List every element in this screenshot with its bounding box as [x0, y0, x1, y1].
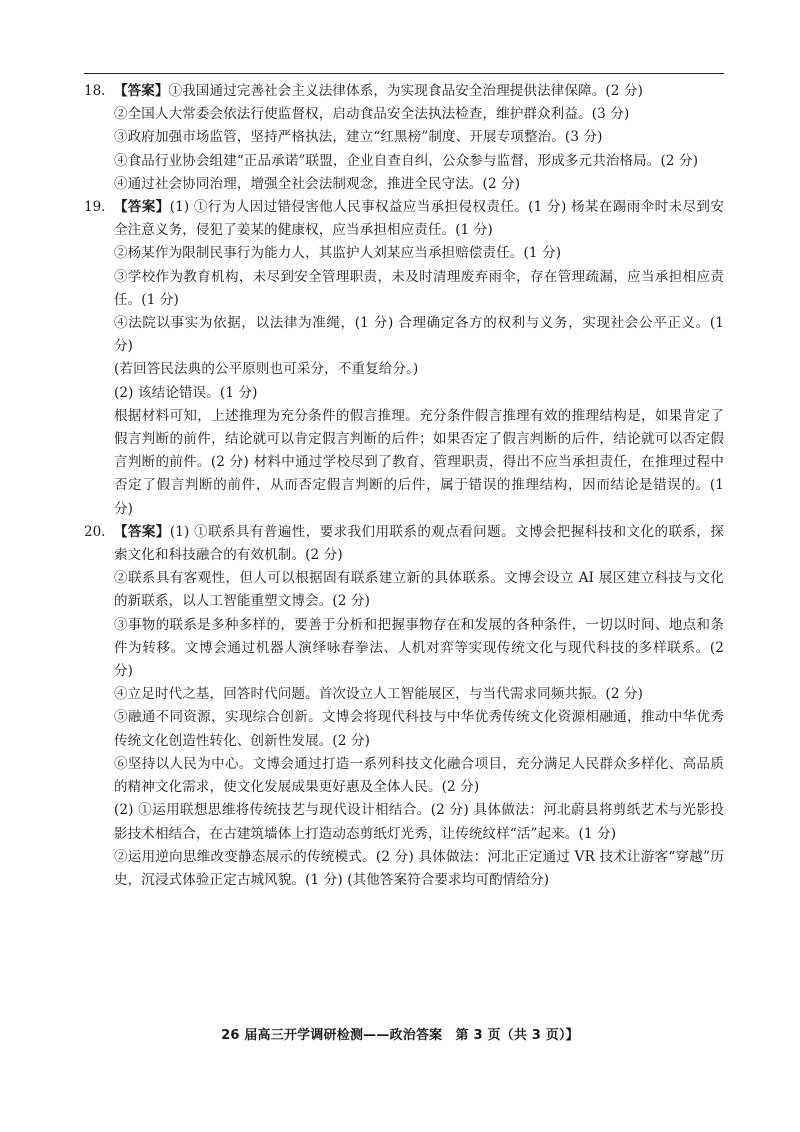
- question-18: [84, 80, 724, 196]
- answer-text: ②运用逆向思维改变静态展示的传统模式。(2 分) 具体做法：河北正定通过 VR 技术让游客“穿越”历史，沉浸式体验正定古城风貌。(1 分) (其他答案符合要求均可酌情给分): [114, 848, 724, 888]
- answer-text: ③事物的联系是多种多样的，要善于分析和把握事物存在和发展的各种条件，一切以时间、地点和条件为转移。文博会通过机器人演绎咏春拳法、人机对弈等实现传统文化与现代科技的多样联系。(2 分): [114, 616, 724, 680]
- answer-text: ③政府加强市场监管，坚持严格执法，建立“红黑榜”制度、开展专项整治。(3 分): [114, 129, 603, 146]
- question-number: 20.: [84, 523, 106, 540]
- answer-text: (2) ①运用联想思维将传统技艺与现代设计相结合。(2 分) 具体做法：河北蔚县将剪纸艺术与光影投影技术相结合，在古建筑墙体上打造动态剪纸灯光秀，让传统纹样“活”起来。(1 分): [114, 802, 724, 842]
- answer-line: [114, 521, 724, 567]
- answer-tag: 【答案】: [114, 523, 170, 540]
- answer-line: [114, 683, 724, 706]
- answer-line: [114, 150, 724, 173]
- question-20: [84, 521, 724, 892]
- answer-content: [84, 80, 724, 892]
- page-footer: 26 届高三开学调研检测——政治答案 第 3 页（共 3 页）】: [221, 1028, 579, 1043]
- answer-text: ⑥坚持以人民为中心。文博会通过打造一系列科技文化融合项目，充分满足人民群众多样化、高品质的精神文化需求，使文化发展成果更好惠及全体人民。(2 分): [114, 755, 724, 796]
- answer-text: (1) ①行为人因过错侵害他人民事权益应当承担侵权责任。(1 分) 杨某在踢雨伞时未尽到安全注意义务，侵犯了姜某的健康权，应当承担相应责任。(1 分): [114, 199, 724, 239]
- answer-text: (1) ①联系具有普遍性，要求我们用联系的观点看问题。文博会把握科技和文化的联系，探索文化和科技融合的有效机制。(2 分): [114, 523, 724, 564]
- answer-text: ③学校作为教育机构，未尽到安全管理职责，未及时清理废弃雨伞，存在管理疏漏，应当承担相应责任。(1 分): [114, 268, 724, 308]
- answer-line: [114, 196, 724, 242]
- answer-text: ④通过社会协同治理，增强全社会法制观念，推进全民守法。(2 分): [114, 175, 521, 192]
- answer-tag: 【答案】: [114, 83, 169, 99]
- answer-line: [114, 799, 724, 845]
- answer-line: [114, 312, 724, 358]
- answer-line: [114, 614, 724, 684]
- answer-line: [114, 80, 724, 103]
- answer-line: [114, 173, 724, 196]
- answer-text: (若回答民法典的公平原则也可采分，不重复给分。): [114, 361, 419, 378]
- answer-line: [114, 266, 724, 312]
- question-number: 18.: [84, 83, 106, 99]
- answer-line: [114, 382, 724, 405]
- answer-text: ④食品行业协会组建“正品承诺”联盟，企业自查自纠，公众参与监督，形成多元共治格局。(2 分): [114, 152, 699, 169]
- question-number: 19.: [84, 199, 106, 216]
- question-19: [84, 196, 724, 521]
- answer-text: (2) 该结论错误。(1 分): [114, 384, 258, 401]
- answer-text: ②杨某作为限制民事行为能力人，其监护人刘某应当承担赔偿责任。(1 分): [114, 245, 562, 262]
- answer-line: [114, 242, 724, 265]
- answer-tag: 【答案】: [114, 199, 170, 216]
- answer-line: [114, 126, 724, 149]
- answer-text: ①我国通过完善社会主义法律体系，为实现食品安全治理提供法律保障。(2 分): [168, 83, 644, 99]
- answer-text: 根据材料可知，上述推理为充分条件的假言推理。充分条件假言推理有效的推理结构是，如果肯定了假言判断的前件，结论就可以肯定假言判断的后件；如果否定了假言判断的后件，结论就可以否定假言判断的前件。(2 分) 材料中通过学校尽到了教育、管理职责，得出不应当承担责任，在推理过程中否定了假言判断的前件，从而否定假言判断的后件，属于错误的推理结构，因而结论是错误的。(1 分): [114, 407, 724, 517]
- answer-line: [114, 567, 724, 613]
- answer-line: [114, 358, 724, 381]
- answer-line: [114, 753, 724, 799]
- answer-line: [114, 405, 724, 521]
- answer-text: ②联系具有客观性，但人可以根据固有联系建立新的具体联系。文博会设立 AI 展区建立科技与文化的新联系，以人工智能重塑文博会。(2 分): [114, 570, 724, 610]
- answer-line: [114, 103, 724, 126]
- answer-line: [114, 846, 724, 892]
- answer-line: [114, 706, 724, 752]
- answer-text: ④法院以事实为依据，以法律为准绳，(1 分) 合理确定各方的权利与义务，实现社会公平正义。(1 分): [114, 315, 724, 355]
- header-rule: [84, 73, 724, 74]
- answer-text: ⑤融通不同资源，实现综合创新。文博会将现代科技与中华优秀传统文化资源相融通，推动中华优秀传统文化创造性转化、创新性发展。(2 分): [114, 709, 724, 749]
- answer-text: ②全国人大常委会依法行使监督权，启动食品安全法执法检查，维护群众利益。(3 分): [114, 106, 630, 123]
- answer-text: ④立足时代之基，回答时代问题。首次设立人工智能展区，与当代需求同频共振。(2 分): [114, 686, 644, 703]
